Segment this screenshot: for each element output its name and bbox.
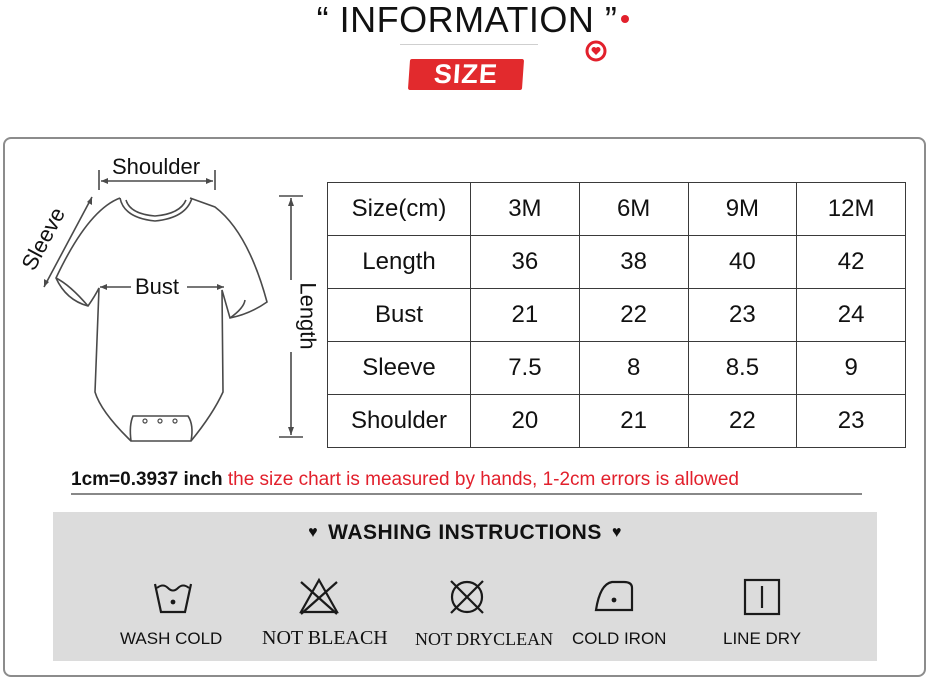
length-label: Length [295, 282, 321, 350]
washing-panel [53, 512, 877, 661]
table-cell: 40 [688, 236, 797, 289]
table-cell: 24 [797, 289, 906, 342]
no-bleach-icon [297, 574, 341, 618]
table-header-cell: 12M [797, 183, 906, 236]
table-cell: 22 [579, 289, 688, 342]
conversion-text: 1cm=0.3937 inch [71, 469, 223, 490]
table-cell: 9 [797, 342, 906, 395]
heart-icon: ♥ [308, 524, 319, 541]
table-cell: 8.5 [688, 342, 797, 395]
no-bleach-label: NOT BLEACH [262, 627, 388, 649]
shoulder-label: Shoulder [112, 154, 201, 179]
size-table [327, 182, 906, 448]
wash-cold-icon [151, 574, 195, 618]
measurement-note [71, 468, 739, 492]
line-dry-label: LINE DRY [723, 629, 802, 648]
no-dryclean-label: NOT DRYCLEAN [415, 629, 554, 649]
line-dry-icon [740, 574, 784, 618]
table-row [328, 395, 906, 448]
size-badge: SIZE [408, 59, 524, 90]
sleeve-label: Sleeve [16, 203, 71, 275]
table-cell: 38 [579, 236, 688, 289]
table-cell: 7.5 [471, 342, 580, 395]
heart-icon: ♥ [611, 524, 622, 541]
table-header-row [328, 183, 906, 236]
cold-iron-label: COLD IRON [572, 629, 667, 648]
washing-title: WASHING INSTRUCTIONS [328, 521, 602, 544]
table-cell: 36 [471, 236, 580, 289]
table-cell: 42 [797, 236, 906, 289]
table-cell: 21 [579, 395, 688, 448]
bust-label: Bust [135, 274, 180, 299]
no-dryclean-icon [445, 574, 489, 618]
table-row [328, 236, 906, 289]
table-cell: 23 [688, 289, 797, 342]
table-row [328, 342, 906, 395]
note-underline [71, 493, 862, 495]
table-header-cell: 6M [579, 183, 688, 236]
table-cell: 22 [688, 395, 797, 448]
row-label: Bust [328, 289, 471, 342]
table-header-cell: 3M [471, 183, 580, 236]
row-label: Length [328, 236, 471, 289]
table-cell: 23 [797, 395, 906, 448]
page-title: “ INFORMATION ” [316, 0, 618, 40]
table-header-cell: Size(cm) [328, 183, 471, 236]
table-header-cell: 9M [688, 183, 797, 236]
wash-cold-label: WASH COLD [120, 629, 223, 648]
row-label: Shoulder [328, 395, 471, 448]
table-cell: 21 [471, 289, 580, 342]
table-cell: 20 [471, 395, 580, 448]
table-row [328, 289, 906, 342]
error-warning-text: the size chart is measured by hands, 1-2cm errors is allowed [227, 469, 739, 490]
table-cell: 8 [579, 342, 688, 395]
row-label: Sleeve [328, 342, 471, 395]
washing-title-row [53, 521, 877, 545]
cold-iron-icon [592, 574, 636, 618]
